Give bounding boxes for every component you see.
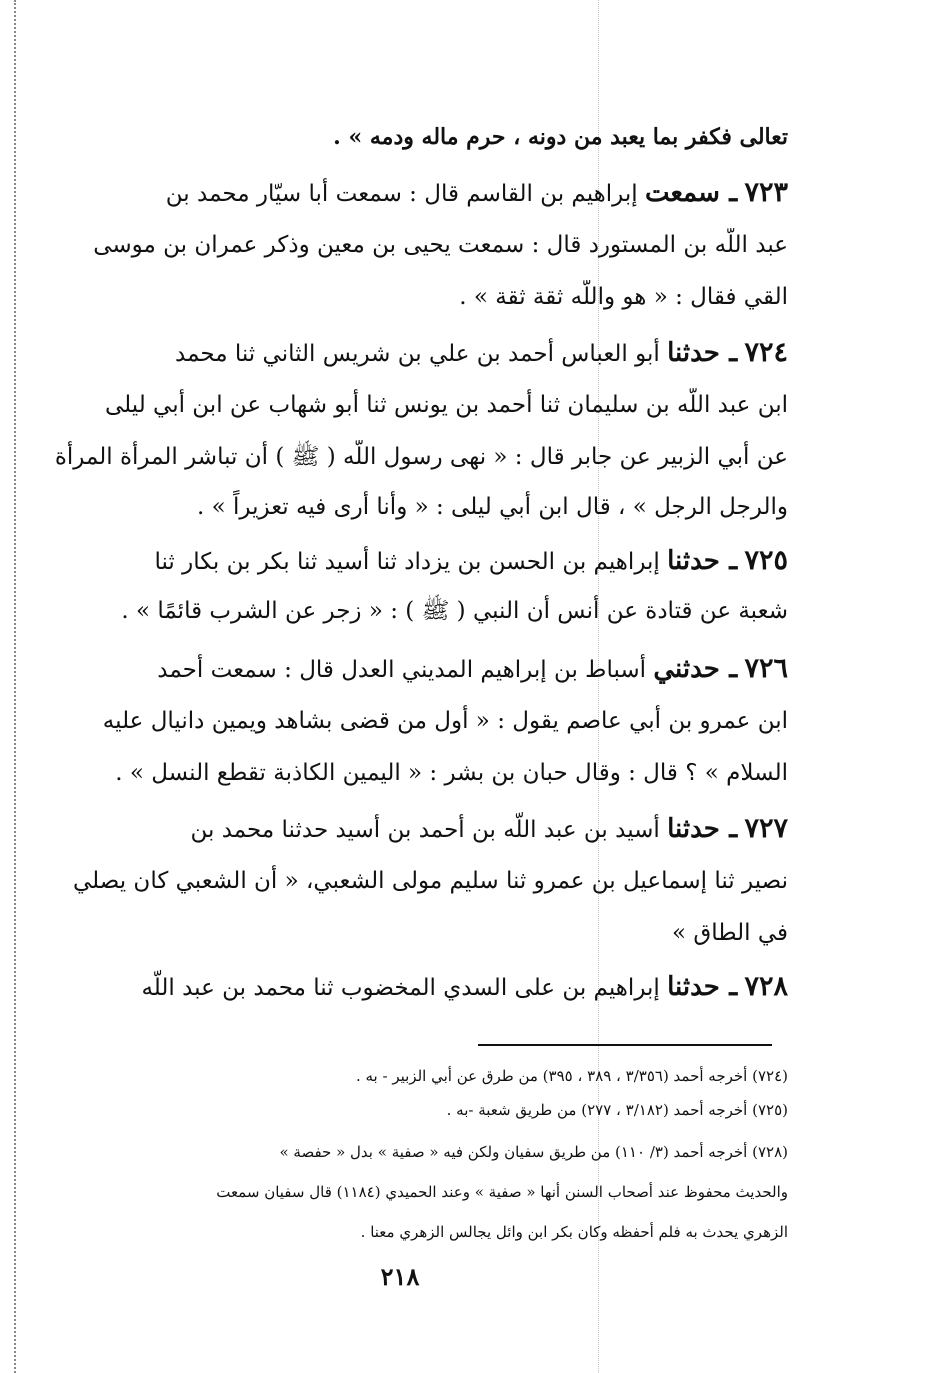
text-line (38, 864, 788, 898)
line-text: القي فقال : « هو واللّه ثقة ثقة » . (459, 284, 788, 310)
footnote-text: (٧٢٥) أخرجه أحمد (٣/١٨٢ ، ٢٧٧) من طريق شعبة -به . (446, 1101, 788, 1119)
entry-verb: حدثنا (667, 338, 720, 368)
text-line (38, 120, 788, 154)
entry-verb: حدثنا (667, 546, 720, 576)
entry-726: ٧٢٦ ـ حدثني أسباط بن إبراهيم المديني العدل قال : سمعت أحمد (157, 653, 788, 684)
entry-verb: حدثني (653, 654, 720, 684)
line-text: تعالى فكفر بما يعبد من دونه ، حرم ماله ودمه » . (333, 124, 788, 150)
footnote-text: والحديث محفوظ عند أصحاب السنن أنها « صفية » وعند الحميدي (١١٨٤) قال سفيان سمعت (216, 1183, 788, 1201)
line-text: ابن عمرو بن أبي عاصم يقول : « أول من قضى بشاهد ويمين دانيال عليه (102, 708, 788, 734)
line-text: نصير ثنا إسماعيل بن عمرو ثنا سليم مولى الشعبي، « أن الشعبي كان يصلي (72, 868, 788, 894)
line-text: ابن عبد اللّه بن سليمان ثنا أحمد بن يونس ثنا أبو شهاب عن ابن أبي ليلى (104, 392, 788, 418)
entry-723: ٧٢٣ ـ سمعت إبراهيم بن القاسم قال : سمعت أبا سيّار محمد بن (165, 177, 788, 208)
footnote (38, 1098, 788, 1122)
entry-728: ٧٢٨ ـ حدثنا إبراهيم بن على السدي المخضوب ثنا محمد بن عبد اللّه (141, 971, 788, 1002)
text-line (38, 388, 788, 422)
footnote-separator (478, 1044, 772, 1046)
footnote-text: الزهري يحدث به فلم أحفظه وكان بكر ابن وائل يجالس الزهري معنا . (360, 1223, 788, 1241)
text-line (38, 490, 788, 524)
entry-number: ٧٢٦ (744, 653, 788, 684)
entry-number: ٧٢٧ (744, 813, 788, 844)
entry-725: ٧٢٥ ـ حدثنا إبراهيم بن الحسن بن يزداد ثنا أسيد ثنا بكر بن بكار ثنا (154, 545, 788, 576)
line-text: عن أبي الزبير عن جابر قال : « نهى رسول اللّه ( ﷺ ) أن تباشر المرأة المرأة (54, 444, 788, 470)
footnote (38, 1140, 788, 1164)
footnote-text: (٧٢٨) أخرجه أحمد (٣/ ١١٠) من طريق سفيان ولكن فيه « صفية » بدل « حفصة » (279, 1143, 788, 1161)
page-number: ٢١٨ (380, 1262, 420, 1291)
text-line (38, 228, 788, 262)
line-text: السلام » ؟ قال : وقال حبان بن بشر : « اليمين الكاذبة تقطع النسل » . (115, 760, 788, 786)
entry-724: ٧٢٤ ـ حدثنا أبو العباس أحمد بن علي بن شريس الثاني ثنا محمد (175, 337, 788, 368)
entry-number: ٧٢٥ (744, 545, 788, 576)
footnote-text: (٧٢٤) أخرجه أحمد (٣/٣٥٦ ، ٣٨٩ ، ٣٩٥) من طرق عن أبي الزبير - به . (355, 1067, 788, 1085)
text-line (38, 594, 788, 628)
line-text: إبراهيم بن القاسم قال : سمعت أبا سيّار محمد بن (165, 181, 638, 207)
text-line (38, 704, 788, 738)
entry-number: ٧٢٣ (744, 177, 788, 208)
text-line (38, 756, 788, 790)
footnote (38, 1180, 788, 1204)
line-text: في الطاق » (672, 920, 788, 946)
line-text: إبراهيم بن على السدي المخضوب ثنا محمد بن عبد اللّه (141, 975, 660, 1001)
text-line (38, 916, 788, 950)
line-text: إبراهيم بن الحسن بن يزداد ثنا أسيد ثنا بكر بن بكار ثنا (154, 549, 660, 575)
entry-verb: حدثنا (667, 814, 720, 844)
line-text: أسيد بن عبد اللّه بن أحمد بن أسيد حدثنا محمد بن (190, 817, 660, 843)
entry-verb: سمعت (644, 178, 720, 208)
line-text: والرجل الرجل » ، قال ابن أبي ليلى : « وأنا أرى فيه تعزيراً » . (197, 494, 788, 520)
line-text: أسباط بن إبراهيم المديني العدل قال : سمعت أحمد (157, 657, 647, 683)
entry-number: ٧٢٤ (744, 337, 788, 368)
footnote (38, 1220, 788, 1244)
entry-727: ٧٢٧ ـ حدثنا أسيد بن عبد اللّه بن أحمد بن أسيد حدثنا محمد بن (190, 813, 788, 844)
footnote (38, 1064, 788, 1088)
text-line (38, 440, 788, 474)
line-text: أبو العباس أحمد بن علي بن شريس الثاني ثنا محمد (175, 341, 660, 367)
binding-dotted-line (14, 0, 16, 1373)
text-line (38, 280, 788, 314)
entry-verb: حدثنا (667, 972, 720, 1002)
line-text: شعبة عن قتادة عن أنس أن النبي ( ﷺ ) : « زجر عن الشرب قائمًا » . (121, 598, 788, 624)
entry-number: ٧٢٨ (744, 971, 788, 1002)
line-text: عبد اللّه بن المستورد قال : سمعت يحيى بن معين وذكر عمران بن موسى (93, 232, 788, 258)
